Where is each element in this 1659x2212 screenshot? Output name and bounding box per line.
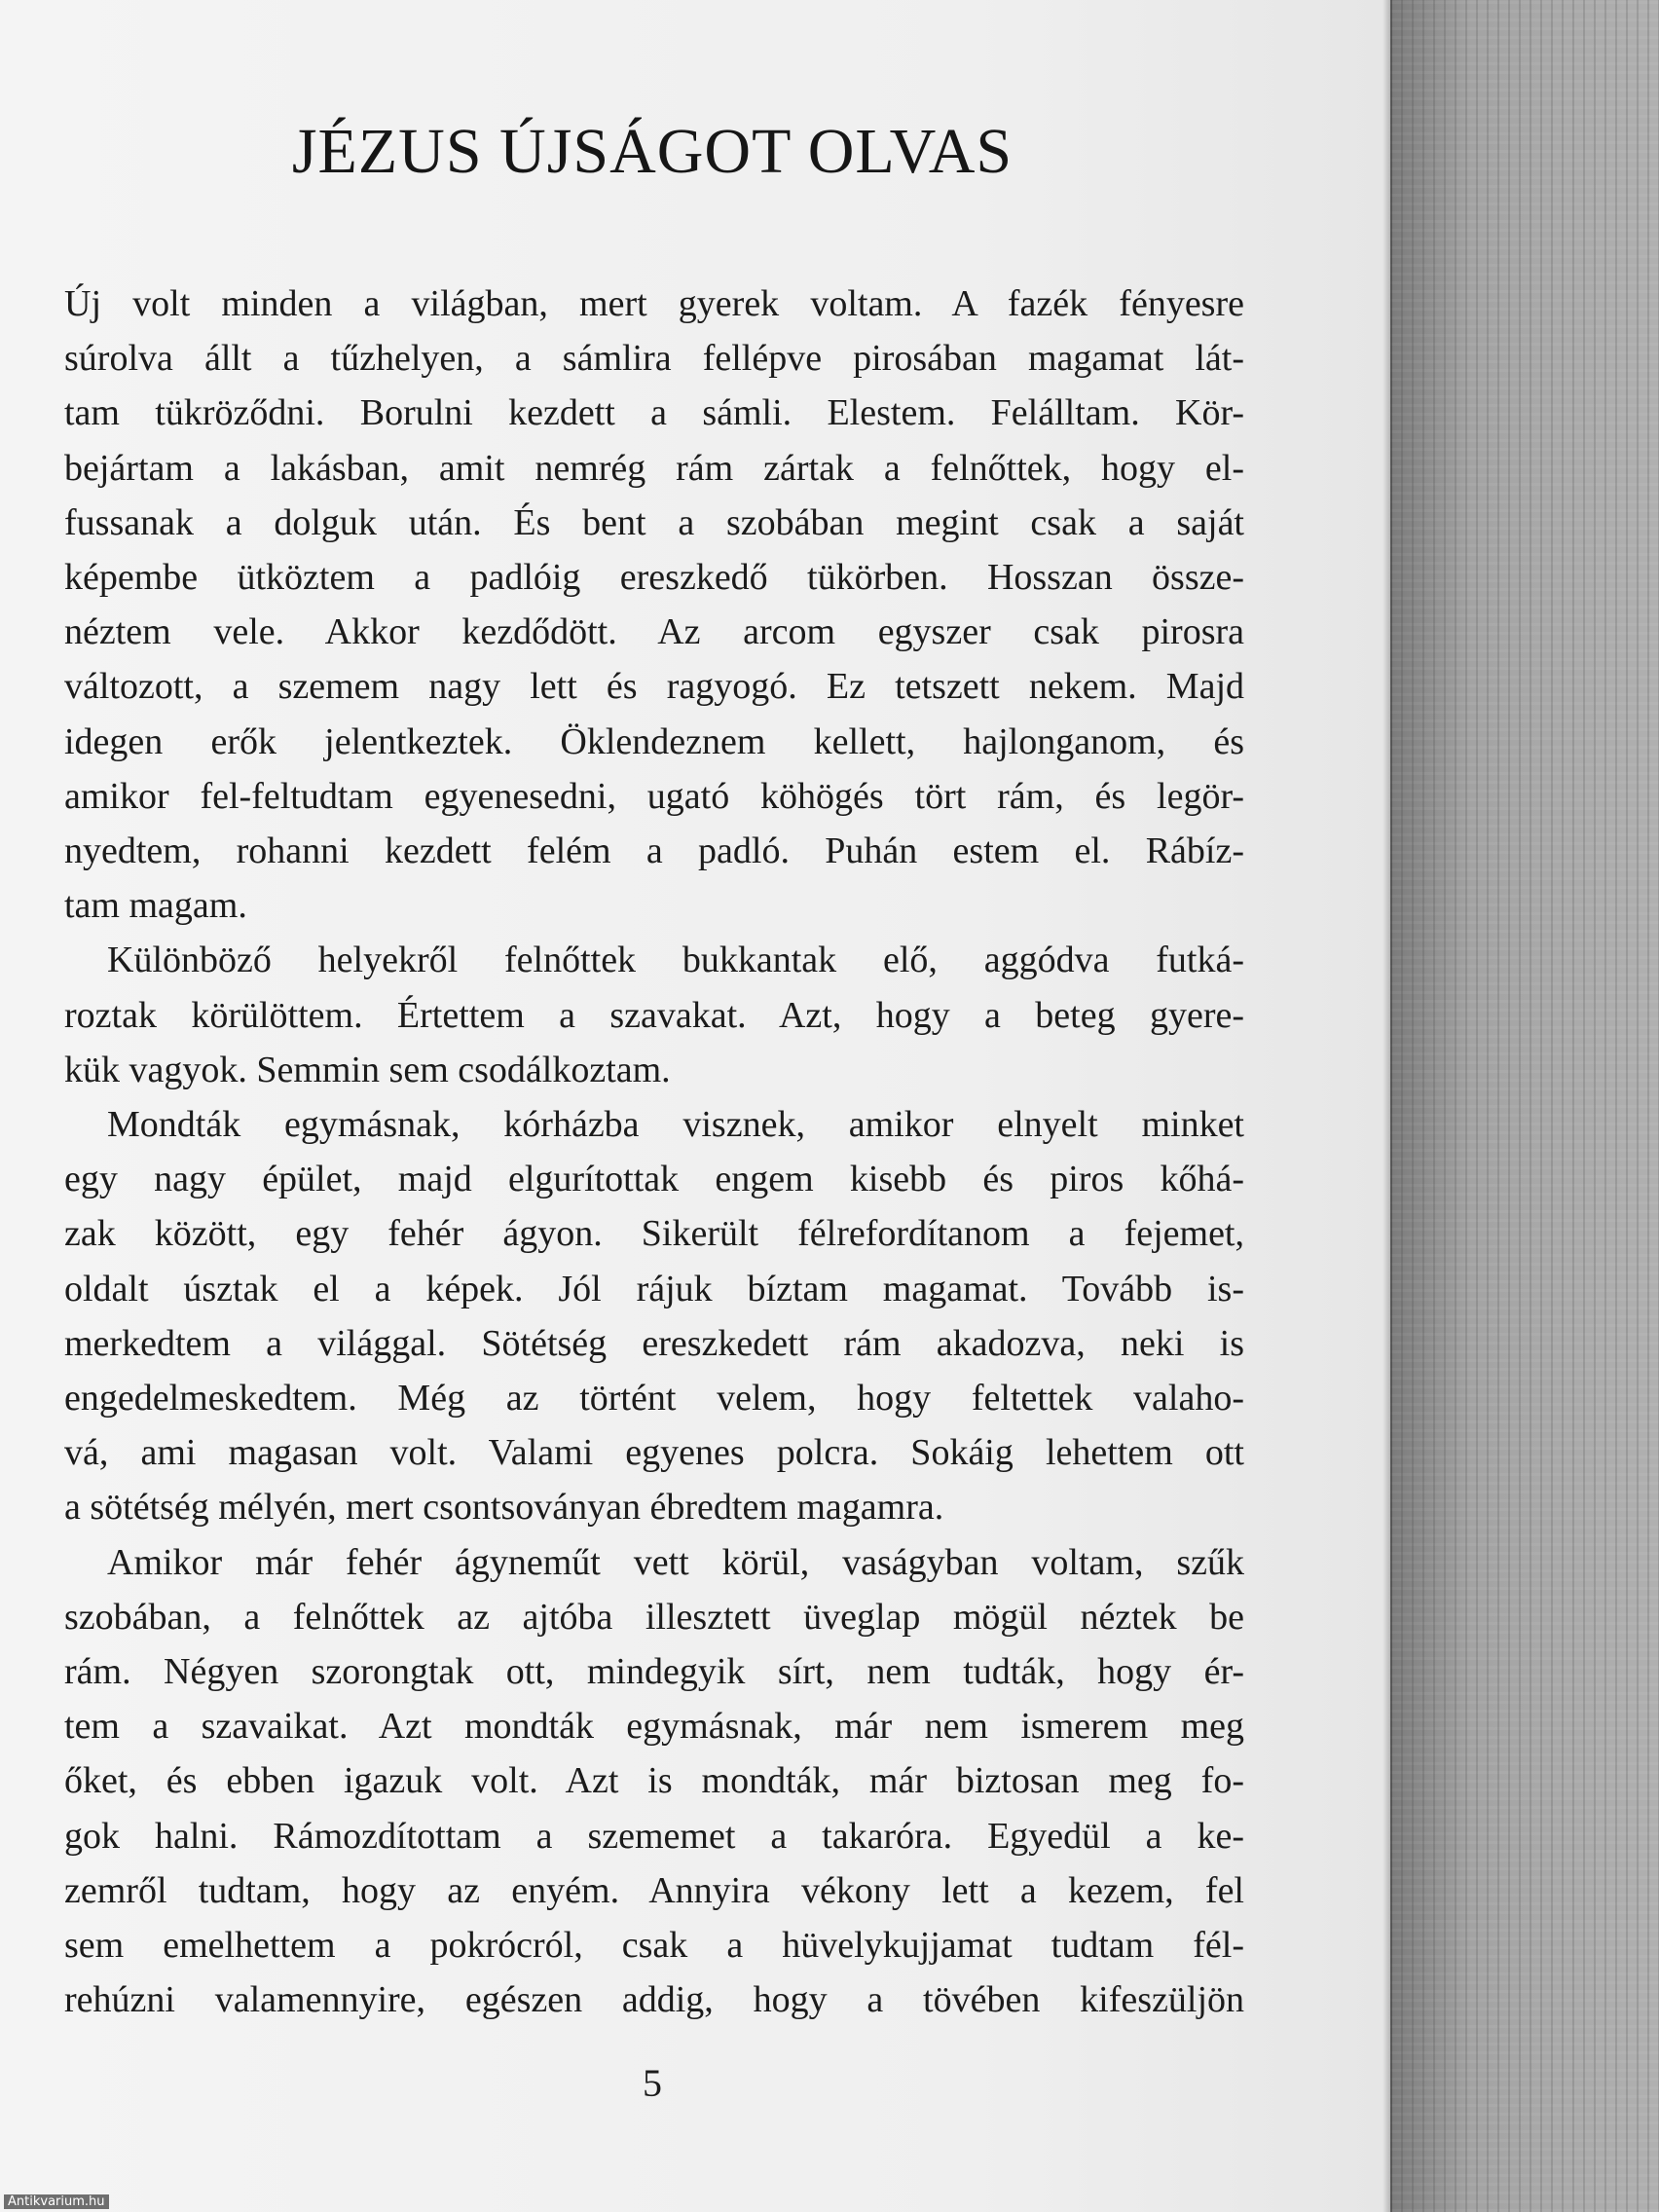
text-line: sem emelhettem a pokrócról, csak a hüvelykujjamat tudtam fél- (64, 1925, 1244, 1967)
text-line: szobában, a felnőttek az ajtóba illesztett üveglap mögül néztek be (64, 1596, 1244, 1638)
text-line: gok halni. Rámozdítottam a szememet a takaróra. Egyedül a ke- (64, 1815, 1244, 1857)
text-line: kük vagyok. Semmin sem csodálkoztam. (64, 1049, 671, 1090)
text-line: oldalt úsztak el a képek. Jól rájuk bíztam magamat. Tovább is- (64, 1268, 1244, 1309)
text-line: a sötétség mélyén, mert csontsoványan ébredtem magamra. (64, 1487, 944, 1529)
text-line: egy nagy épület, majd elgurítottak engem kisebb és piros kőhá- (64, 1159, 1244, 1200)
text-line: Amikor már fehér ágyneműt vett körül, vaságyban voltam, szűk (107, 1541, 1244, 1583)
text-line: tam magam. (64, 885, 247, 927)
text-line: zak között, egy fehér ágyon. Sikerült félrefordítanom a fejemet, (64, 1213, 1244, 1255)
text-line: engedelmeskedtem. Még az történt velem, hogy feltettek valaho- (64, 1378, 1244, 1419)
text-line: amikor fel-feltudtam egyenesedni, ugató köhögés tört rám, és legör- (64, 775, 1244, 817)
background-surface (1390, 0, 1659, 2212)
text-line: rehúzni valamennyire, egészen addig, hogy a tövében kifeszüljön (64, 1979, 1244, 2021)
text-line: merkedtem a világgal. Sötétség ereszkedett rám akadozva, neki is (64, 1322, 1244, 1364)
text-line: néztem vele. Akkor kezdődött. Az arcom egyszer csak pirosra (64, 611, 1244, 653)
text-line: roztak körülöttem. Értettem a szavakat. Azt, hogy a beteg gyere- (64, 994, 1244, 1036)
text-line: vá, ami magasan volt. Valami egyenes polcra. Sokáig lehettem ott (64, 1432, 1244, 1474)
text-line: fussanak a dolguk után. És bent a szobában megint csak a saját (64, 501, 1244, 543)
text-line: változott, a szemem nagy lett és ragyogó. Ez tetszett nekem. Majd (64, 666, 1244, 708)
page-number: 5 (643, 2061, 662, 2105)
chapter-title: JÉZUS ÚJSÁGOT OLVAS (291, 116, 1014, 187)
text-line: idegen erők jelentkeztek. Öklendeznem kellett, hajlonganom, és (64, 720, 1244, 762)
text-line: tem a szavaikat. Azt mondták egymásnak, már nem ismerem meg (64, 1706, 1244, 1748)
text-line: bejártam a lakásban, amit nemrég rám zártak a felnőttek, hogy el- (64, 447, 1244, 489)
text-line: súrolva állt a tűzhelyen, a sámlira fellépve pirosában magamat lát- (64, 338, 1244, 380)
text-line: Különböző helyekről felnőttek bukkantak elő, aggódva futká- (107, 940, 1244, 981)
text-line: Új volt minden a világban, mert gyerek voltam. A fazék fényesre (64, 283, 1244, 324)
body-text (64, 276, 1244, 2028)
text-line: rám. Négyen szorongtak ott, mindegyik sírt, nem tudták, hogy ér- (64, 1651, 1244, 1693)
text-line: zemről tudtam, hogy az enyém. Annyira vékony lett a kezem, fel (64, 1869, 1244, 1911)
text-line: őket, és ebben igazuk volt. Azt is mondták, már biztosan meg fo- (64, 1760, 1244, 1802)
page-edge-shadow (1382, 0, 1392, 2212)
text-line: tam tükröződni. Borulni kezdett a sámli. Elestem. Felálltam. Kör- (64, 392, 1244, 434)
text-line: nyedtem, rohanni kezdett felém a padló. Puhán estem el. Rábíz- (64, 830, 1244, 872)
watermark: Antikvarium.hu (4, 2194, 109, 2209)
text-line: Mondták egymásnak, kórházba visznek, amikor elnyelt minket (107, 1104, 1244, 1146)
text-line: képembe ütköztem a padlóig ereszkedő tükörben. Hosszan össze- (64, 557, 1244, 599)
